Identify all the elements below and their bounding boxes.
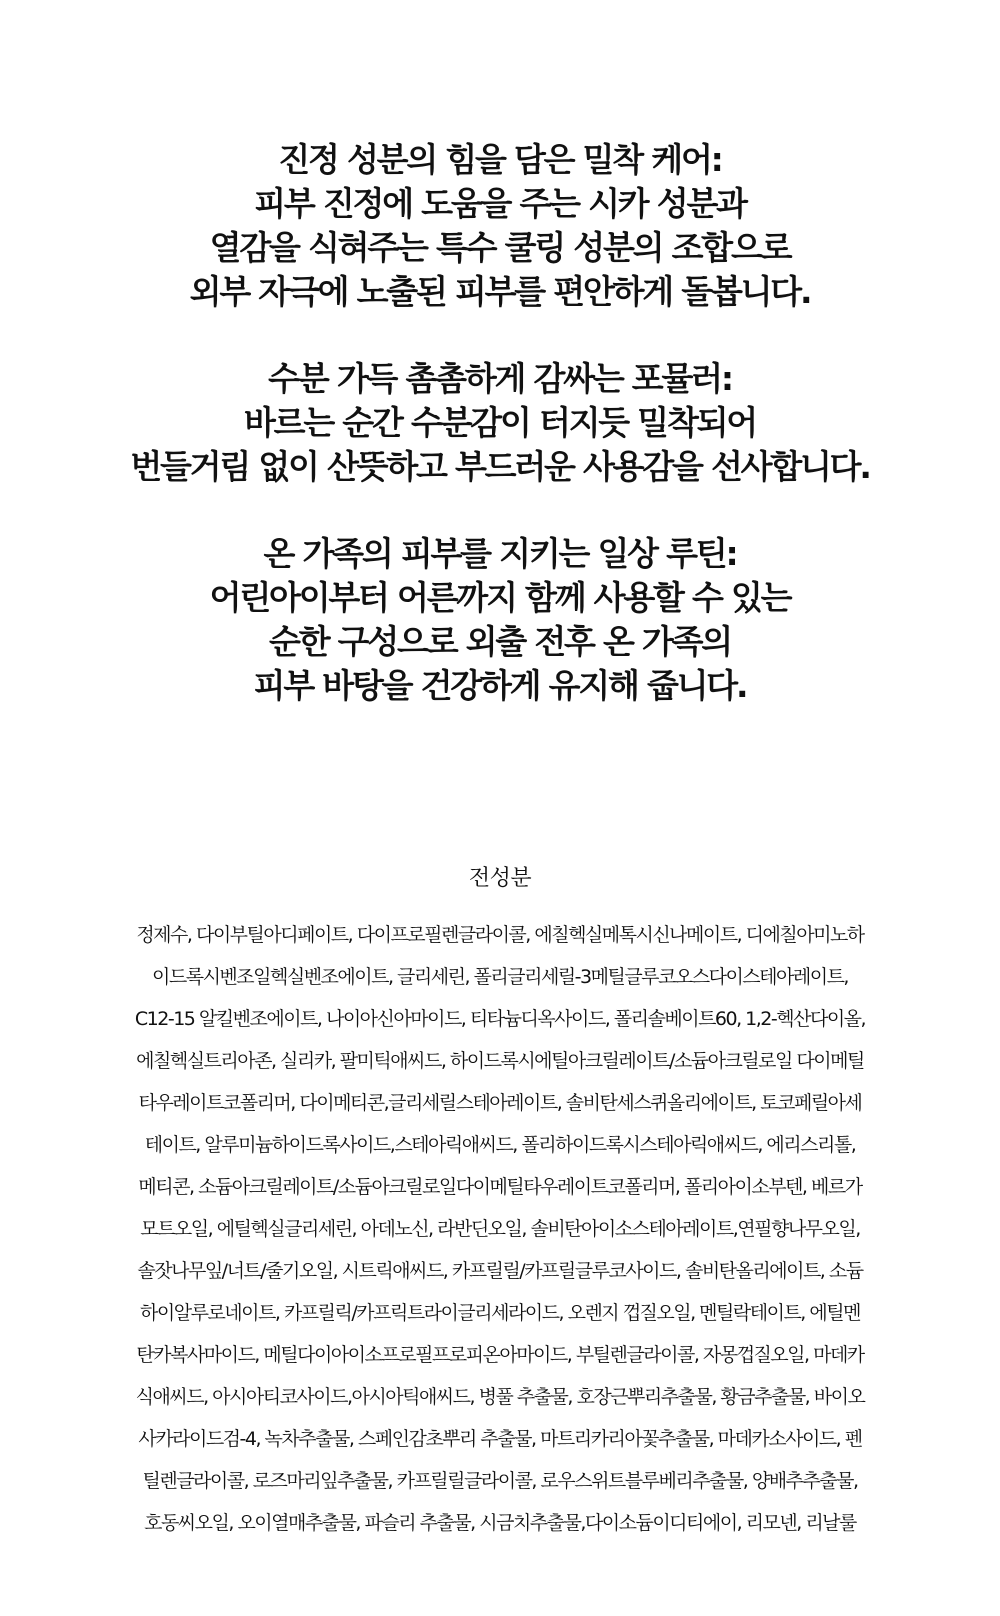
feature-text: 바르는 순간 수분감이 터지듯 밀착되어 (243, 403, 756, 442)
ingredients-line: 타우레이트코폴리머, 다이메티콘,글리세릴스테아레이트, 솔비탄세스퀴올리에이트, 토코페릴아세 (138, 1092, 862, 1114)
feature-heading: 수분 가득 촘촘하게 감싸는 포뮬러: (268, 359, 732, 398)
ingredients-line: 식애씨드, 아시아티코사이드,아시아틱애씨드, 병풀 추출물, 호장근뿌리추출물, 황금추출물, 바이오 (135, 1386, 865, 1408)
ingredients-line: 테이트, 알루미늄하이드록사이드,스테아릭애씨드, 폴리하이드록시스테아릭애씨드, 에리스리톨, (144, 1134, 856, 1156)
ingredients-line: 메티콘, 소듐아크릴레이트/소듐아크릴로일다이메틸타우레이트코폴리머, 폴리아이소부텐, 베르가 (138, 1176, 862, 1198)
feature-text: 열감을 식혀주는 특수 쿨링 성분의 조합으로 (209, 228, 791, 267)
ingredients-line: 사카라이드검-4, 녹차추출물, 스페인감초뿌리 추출물, 마트리카리아꽃추출물, 마데카소사이드, 펜 (138, 1428, 862, 1450)
ingredients-line: 하이알루로네이트, 카프릴릭/카프릭트라이글리세라이드, 오렌지 껍질오일, 멘틸락테이트, 에틸멘 (140, 1302, 860, 1324)
ingredients-line: 에칠헥실트리아존, 실리카, 팔미틱애씨드, 하이드록시에틸아크릴레이트/소듐아크릴로일 다이메틸 (136, 1050, 864, 1072)
ingredients-line: 틸렌글라이콜, 로즈마리잎추출물, 카프릴릴글라이콜, 로우스위트블루베리추출물, 양배추추출물, (142, 1470, 858, 1492)
feature-moisture-formula (0, 357, 1000, 489)
ingredients-line: 탄카복사마이드, 메틸다이아이소프로필프로피온아마이드, 부틸렌글라이콜, 자몽껍질오일, 마데카 (136, 1344, 864, 1366)
ingredients-line: 솔잣나무잎/너트/줄기오일, 시트릭애씨드, 카프릴릴/카프릴글루코사이드, 솔비탄올리에이트, 소듐 (137, 1260, 863, 1282)
feature-text: 번들거림 없이 산뜻하고 부드러운 사용감을 선사합니다. (130, 447, 870, 486)
ingredients-line: C12-15 알킬벤조에이트, 나이아신아마이드, 티타늄디옥사이드, 폴리솔베이트60, 1,2-헥산다이올, (134, 1008, 866, 1030)
feature-descriptions (0, 138, 1000, 751)
feature-text: 어린아이부터 어른까지 함께 사용할 수 있는 (209, 578, 791, 617)
feature-soothing-care (0, 138, 1000, 314)
feature-text: 피부 진정에 도움을 주는 시카 성분과 (254, 184, 746, 223)
feature-text: 순한 구성으로 외출 전후 온 가족의 (269, 622, 731, 661)
ingredients-section (0, 864, 1000, 1544)
feature-heading: 진정 성분의 힘을 담은 밀착 케어: (278, 140, 722, 179)
feature-text: 외부 자극에 노출된 피부를 편안하게 돌봅니다. (189, 272, 811, 311)
ingredients-line: 호동씨오일, 오이열매추출물, 파슬리 추출물, 시금치추출물,다이소듐이디티에이, 리모넨, 리날룰 (144, 1512, 856, 1534)
feature-heading: 온 가족의 피부를 지키는 일상 루틴: (263, 534, 737, 573)
ingredients-line: 이드록시벤조일헥실벤조에이트, 글리세린, 폴리글리세릴-3메틸글루코오스다이스테아레이트, (152, 966, 848, 988)
feature-text: 피부 바탕을 건강하게 유지해 줍니다. (253, 666, 747, 705)
ingredients-line: 모트오일, 에틸헥실글리세린, 아데노신, 라반딘오일, 솔비탄아이소스테아레이트,연필향나무오일, (140, 1218, 860, 1240)
ingredients-title: 전성분 (468, 866, 532, 891)
feature-family-routine (0, 532, 1000, 708)
ingredients-line: 정제수, 다이부틸아디페이트, 다이프로필렌글라이콜, 에칠헥실메톡시신나메이트, 디에칠아미노하 (136, 924, 864, 946)
